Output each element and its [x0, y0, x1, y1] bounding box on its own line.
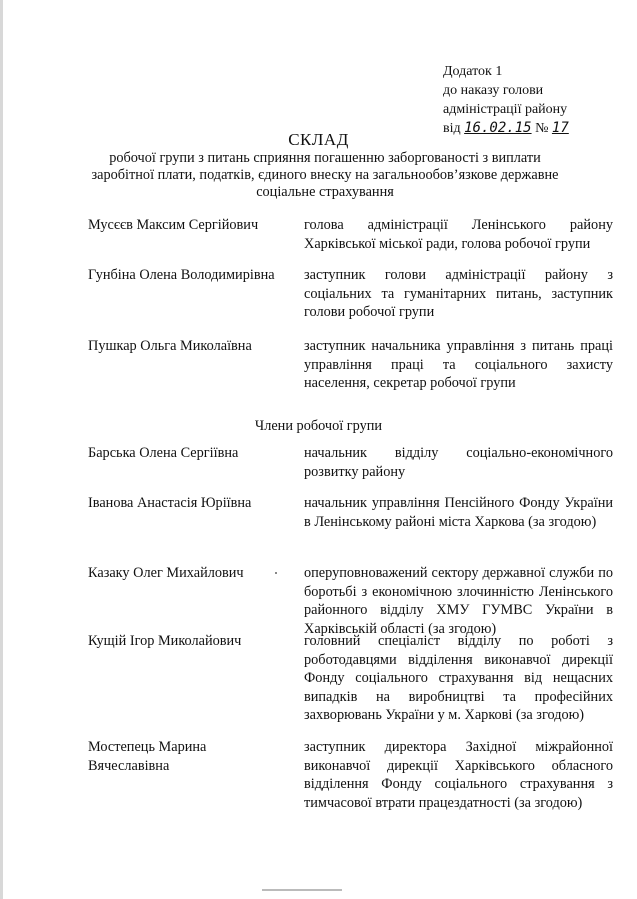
handwritten-date: 16.02.15	[464, 120, 532, 136]
members-heading: Члени робочої групи	[254, 418, 383, 434]
person-name: Мостепець Марина Вячеславівна	[88, 739, 207, 774]
person-name: Барська Олена Сергіївна	[88, 445, 239, 461]
person-position: голова адміністрації Ленінського району Харківської міської ради, голова робочої групи	[304, 217, 613, 252]
scan-speck	[275, 572, 277, 574]
person-position: заступник голови адміністрації району з соціальних та гуманітарних питань, заступник голови робочої групи	[304, 267, 613, 320]
person-name: Пушкар Ольга Миколаївна	[88, 338, 252, 354]
handwritten-number: 17	[551, 120, 569, 136]
appendix-block	[443, 62, 569, 138]
date-prefix: від	[443, 121, 461, 136]
person-position: начальник відділу соціально-економічного розвитку району	[304, 445, 613, 480]
appendix-order-ref: до наказу голови	[443, 83, 544, 98]
person-name: Мусєєв Максим Сергійович	[88, 217, 259, 233]
person-name: Гунбіна Олена Володимирівна	[88, 267, 275, 283]
person-position: головний спеціаліст відділу по роботі з роботодавцями відділення виконавчої дирекції Фонду соціального страхування від нещасних випадків на виробництві та професійних захворювань України у м. Харкові (за згодою)	[304, 633, 613, 723]
person-name: Іванова Анастасія Юріївна	[88, 495, 252, 511]
person-position: заступник директора Західної міжрайонної виконавчої дирекції Харківського обласного відділення Фонду соціального страхування з тимчасової втрати працездатності (за згодою)	[304, 739, 613, 811]
number-prefix: №	[535, 121, 549, 136]
document-subtitle: робочої групи з питань сприяння погашенню заборгованості з виплати заробітної плати, податків, єдиного внеску на загальнообов’язкове державне соціальне страхування	[91, 150, 559, 200]
person-name: Кущій Ігор Миколайович	[88, 633, 242, 649]
appendix-label: Додаток 1	[443, 64, 503, 79]
scan-bottom-mark	[262, 889, 342, 891]
person-position: начальник управління Пенсійного Фонду України в Ленінському районі міста Харкова (за згодою)	[304, 495, 613, 530]
person-position: оперуповноважений сектору державної служби по боротьбі з економічною злочинністю Ленінського районного відділу ХМУ ГУМВС України в Харківській області (за згодою)	[304, 565, 613, 637]
appendix-administration: адміністрації району	[443, 102, 568, 117]
document-title: СКЛАД	[288, 130, 349, 149]
person-name: Казаку Олег Михайлович	[88, 565, 244, 581]
person-position: заступник начальника управління з питань праці управління праці та соціального захисту населення, секретар робочої групи	[304, 338, 613, 391]
